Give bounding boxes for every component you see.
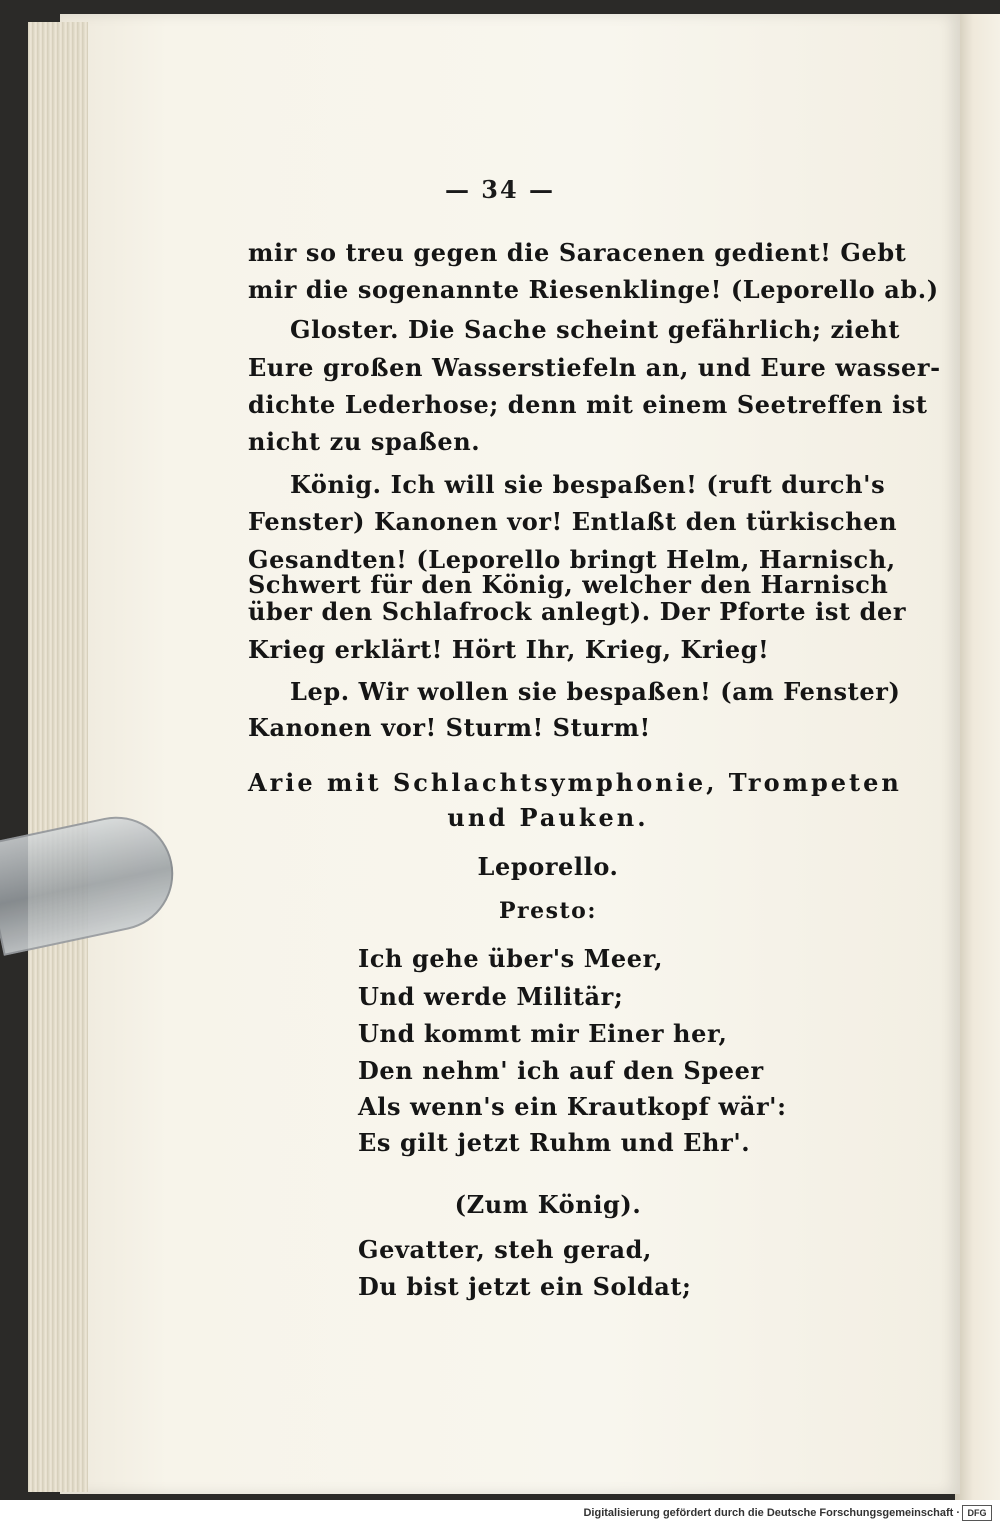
- text-line: dichte Lederhose; denn mit einem Seetreffen ist: [248, 390, 928, 419]
- funding-credit: Digitalisierung gefördert durch die Deutsche Forschungsgemeinschaft ·: [583, 1507, 960, 1519]
- text-line: Schwert für den König, welcher den Harnisch: [248, 570, 889, 599]
- text-line: Gesandten! (Leporello bringt Helm, Harnisch,: [248, 545, 896, 574]
- verse-line: Ich gehe über's Meer,: [358, 944, 664, 973]
- verse-line: Und werde Militär;: [358, 982, 624, 1011]
- text-line: Lep. Wir wollen sie bespaßen! (am Fenster): [290, 677, 901, 706]
- text-line: nicht zu spaßen.: [248, 427, 481, 456]
- facing-page-edge: [955, 14, 1000, 1504]
- text-line: Kanonen vor! Sturm! Sturm!: [248, 713, 651, 742]
- verse-line: Gevatter, steh gerad,: [358, 1235, 652, 1264]
- text-line: Fenster) Kanonen vor! Entlaßt den türkischen: [248, 507, 898, 536]
- text-line: mir die sogenannte Riesenklinge! (Leporello ab.): [248, 275, 939, 304]
- page-stack-edge: [28, 22, 88, 1492]
- verse-line: Und kommt mir Einer her,: [358, 1019, 728, 1048]
- stage-direction: (Zum König).: [454, 1190, 642, 1219]
- text-line: König. Ich will sie bespaßen! (ruft durch's: [290, 470, 886, 499]
- verse-line: Als wenn's ein Krautkopf wär':: [358, 1092, 787, 1121]
- tempo-marking: Presto:: [499, 898, 597, 924]
- aria-heading-continued: und Pauken.: [447, 803, 649, 832]
- verse-line: Den nehm' ich auf den Speer: [358, 1056, 764, 1085]
- aria-heading: Arie mit Schlachtsymphonie, Trompeten: [248, 768, 902, 797]
- verse-line: Du bist jetzt ein Soldat;: [358, 1272, 692, 1301]
- text-line: Gloster. Die Sache scheint gefährlich; zieht: [290, 315, 901, 344]
- text-line: über den Schlafrock anlegt). Der Pforte ist der: [248, 597, 907, 626]
- text-line: Eure großen Wasserstiefeln an, und Eure wasser-: [248, 353, 941, 382]
- text-line: Krieg erklärt! Hört Ihr, Krieg, Krieg!: [248, 635, 770, 664]
- text-line: mir so treu gegen die Saracenen gedient! Gebt: [248, 238, 907, 267]
- speaker-name: Leporello.: [477, 852, 619, 881]
- verse-line: Es gilt jetzt Ruhm und Ehr'.: [358, 1128, 751, 1157]
- dfg-logo: DFG: [962, 1505, 992, 1521]
- page-number: — 34 —: [444, 175, 556, 204]
